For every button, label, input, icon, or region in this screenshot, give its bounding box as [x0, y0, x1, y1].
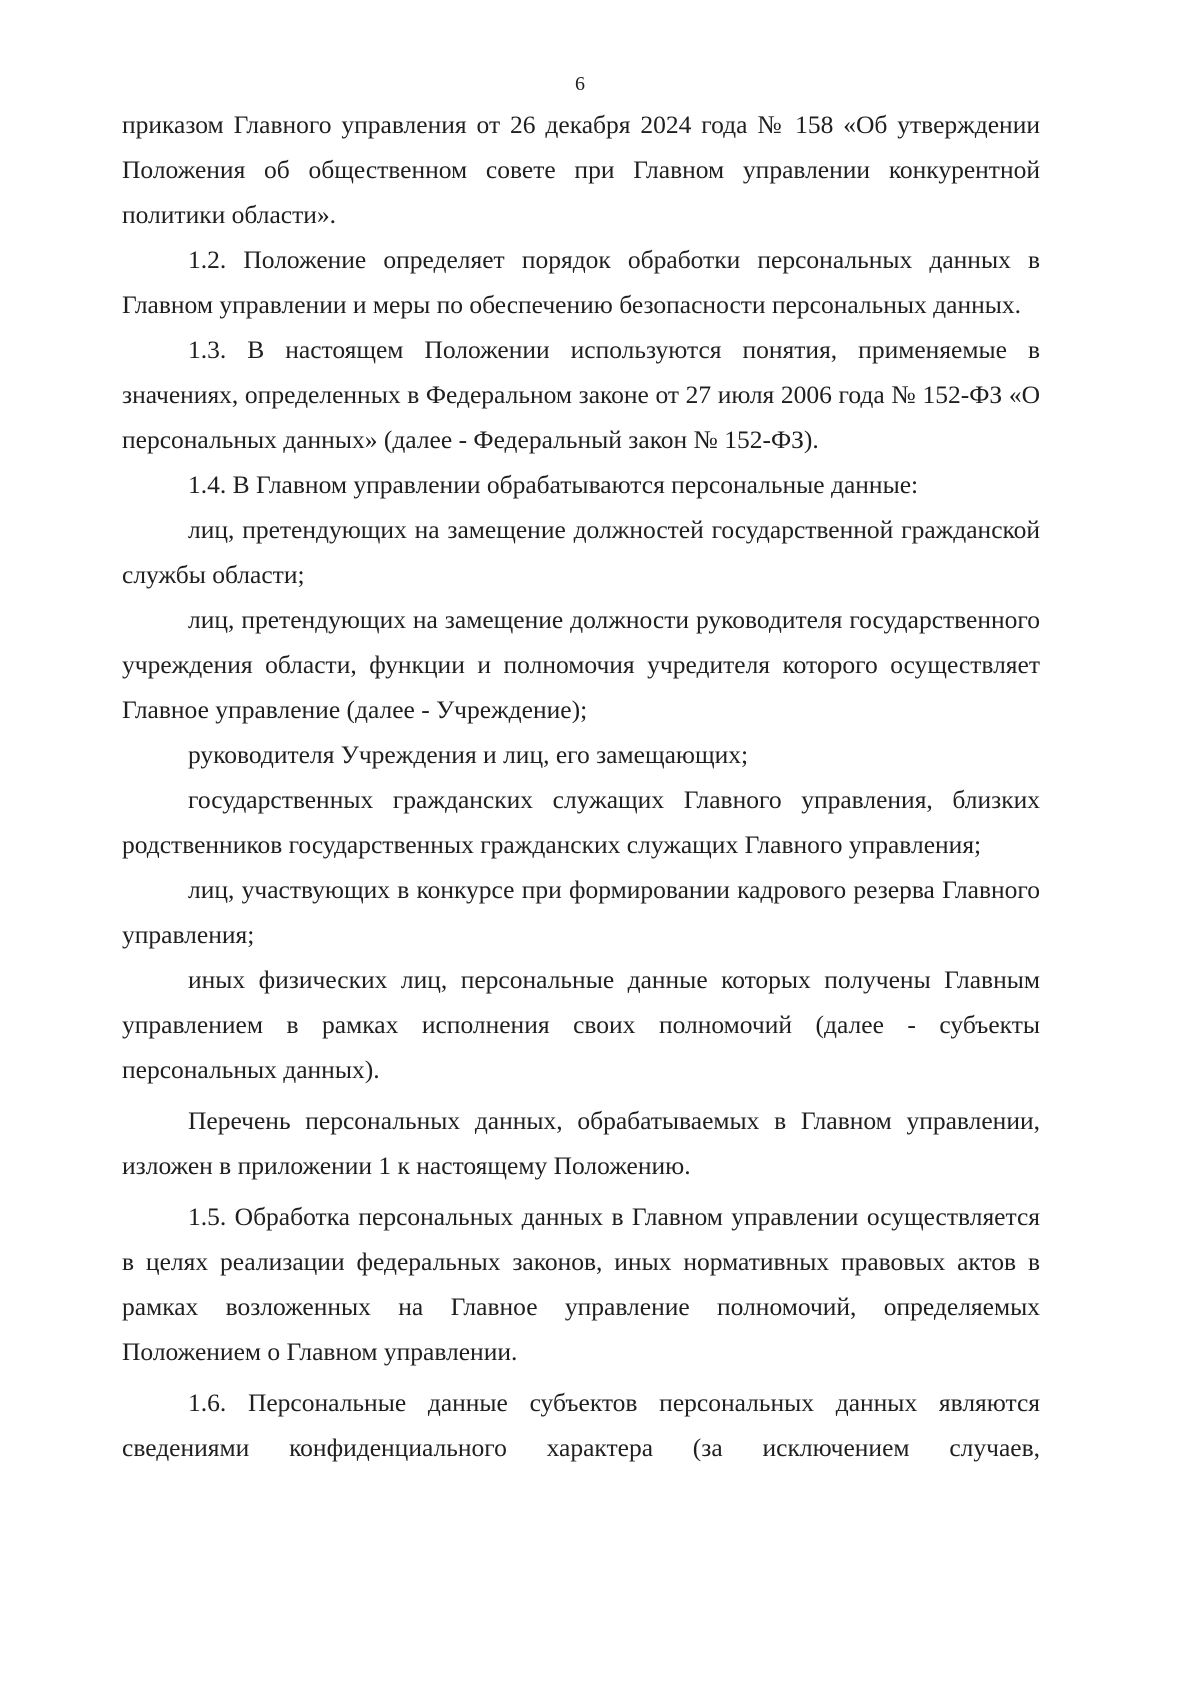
paragraph-1-6: 1.6. Персональные данные субъектов персональных данных являются сведениями конфиденциального характера (за исключением случаев,: [122, 1388, 1040, 1462]
list-item-civil-servants: государственных гражданских служащих Главного управления, близких родственников государственных гражданских служащих Главного управления;: [122, 785, 1040, 859]
page-number: 6: [575, 73, 585, 95]
paragraph-data-list-reference: Перечень персональных данных, обрабатываемых в Главном управлении, изложен в приложении 1 к настоящему Положению.: [122, 1106, 1040, 1180]
paragraph-1-4: 1.4. В Главном управлении обрабатываются персональные данные:: [188, 470, 919, 499]
list-item-other-persons: иных физических лиц, персональные данные которых получены Главным управлением в рамках исполнения своих полномочий (далее - субъекты персональных данных).: [122, 965, 1040, 1084]
document-body: [122, 102, 1040, 1470]
list-item-civil-service-candidates: лиц, претендующих на замещение должностей государственной гражданской службы области;: [122, 515, 1040, 589]
paragraph-order-reference: приказом Главного управления от 26 декабря 2024 года № 158 «Об утверждении Положения об общественном совете при Главном управлении конкурентной политики области».: [122, 110, 1040, 229]
paragraph-1-3: 1.3. В настоящем Положении используются понятия, применяемые в значениях, определенных в Федеральном законе от 27 июля 2006 года № 152-ФЗ «О персональных данных» (далее - Федеральный закон № 152-ФЗ).: [122, 335, 1040, 454]
paragraph-1-5: 1.5. Обработка персональных данных в Главном управлении осуществляется в целях реализации федеральных законов, иных нормативных правовых актов в рамках возложенных на Главное управление полномочий, определяемых Положением о Главном управлении.: [122, 1202, 1040, 1366]
list-item-institution-head-candidates: лиц, претендующих на замещение должности руководителя государственного учреждения области, функции и полномочия учредителя которого осуществляет Главное управление (далее - Учреждение);: [122, 605, 1040, 724]
list-item-reserve-competition: лиц, участвующих в конкурсе при формировании кадрового резерва Главного управления;: [122, 875, 1040, 949]
list-item-institution-head: руководителя Учреждения и лиц, его замещающих;: [188, 740, 749, 769]
paragraph-1-2: 1.2. Положение определяет порядок обработки персональных данных в Главном управлении и меры по обеспечению безопасности персональных данных.: [122, 245, 1040, 319]
